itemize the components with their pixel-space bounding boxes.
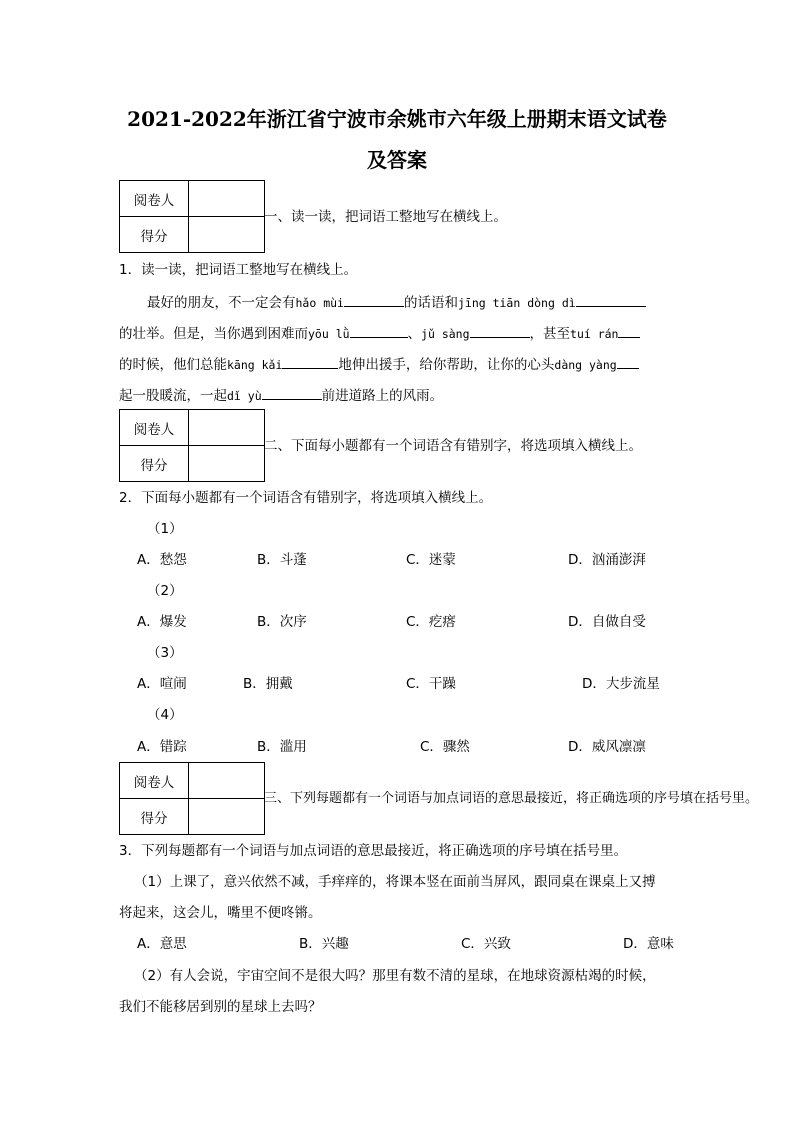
section-1-heading: 一、读一读，把词语工整地写在横线上。 (264, 209, 507, 225)
q2-4-option-a[interactable]: A．错踪 (137, 739, 187, 755)
q3-1-option-d[interactable]: D．意味 (623, 936, 674, 952)
q2-group-2-number: （2） (147, 583, 183, 599)
answer-blank[interactable] (617, 354, 639, 369)
q3-sub1-line2: 将起来，这会儿，嘴里不便咚锵。 (119, 905, 322, 921)
reviewer-cell[interactable] (189, 181, 265, 217)
score-box-1 (119, 180, 263, 250)
pinyin-hint: jǔ sàng (421, 327, 470, 341)
q2-3-option-a[interactable]: A．喧闹 (137, 676, 187, 692)
reviewer-cell[interactable] (189, 763, 265, 799)
q1-paragraph-line1: 最好的朋友，不一定会有hǎo mùi 的话语和jīng tiān dòng dì (147, 292, 646, 312)
score-cell[interactable] (189, 446, 265, 482)
score-label: 得分 (120, 217, 189, 253)
answer-blank[interactable] (618, 323, 640, 338)
answer-blank[interactable] (344, 292, 404, 307)
pinyin-hint: yōu lǜ (308, 327, 350, 341)
reviewer-label: 阅卷人 (120, 181, 189, 217)
answer-blank[interactable] (262, 385, 322, 400)
question-2-title: 2．下面每小题都有一个词语含有错别字，将选项填入横线上。 (119, 490, 493, 506)
q3-1-option-a[interactable]: A．意思 (137, 936, 187, 952)
q3-1-option-b[interactable]: B．兴趣 (299, 936, 349, 952)
answer-blank[interactable] (470, 323, 530, 338)
q3-sub2-line1: （2）有人会说，宇宙空间不是很大吗？那里有数不清的星球，在地球资源枯竭的时候， (134, 968, 656, 984)
q1-paragraph-line4: 起一股暖流，一起dǐ yù 前进道路上的风雨。 (119, 385, 443, 405)
q2-group-1-number: （1） (147, 521, 183, 537)
score-box-3 (119, 762, 263, 832)
q2-2-option-d[interactable]: D．自做自受 (568, 614, 646, 630)
section-3-heading: 三、下列每题都有一个词语与加点词语的意思最接近，将正确选项的序号填在括号里。 (264, 791, 759, 806)
reviewer-label: 阅卷人 (120, 763, 189, 799)
score-cell[interactable] (189, 217, 265, 253)
q2-1-option-a[interactable]: A．愁怨 (137, 552, 187, 568)
q2-1-option-c[interactable]: C．迷蒙 (406, 552, 456, 568)
q3-sub2-line2: 我们不能移居到别的星球上去吗？ (119, 999, 322, 1015)
q2-4-option-b[interactable]: B．滥用 (257, 739, 307, 755)
question-3-title: 3．下列每题都有一个词语与加点词语的意思最接近，将正确选项的序号填在括号里。 (119, 843, 628, 859)
answer-blank[interactable] (576, 292, 646, 307)
answer-blank[interactable] (282, 354, 338, 369)
pinyin-hint: tuí rán (570, 327, 619, 341)
q2-4-option-d[interactable]: D．威风凛凛 (568, 739, 646, 755)
q2-1-option-d[interactable]: D．汹涌澎湃 (568, 552, 646, 568)
reviewer-label: 阅卷人 (120, 410, 189, 446)
score-label: 得分 (120, 799, 189, 835)
page-title-line2: 及答案 (367, 148, 427, 172)
pinyin-hint: kāng kǎi (227, 358, 283, 372)
question-1-title: 1．读一读，把词语工整地写在横线上。 (119, 262, 358, 278)
q1-paragraph-line2: 的壮举。但是，当你遇到困难而yōu lǜ 、jǔ sàng ，甚至tuí rán (119, 323, 640, 343)
q3-1-option-c[interactable]: C．兴致 (461, 936, 511, 952)
score-cell[interactable] (189, 799, 265, 835)
score-box-2 (119, 409, 263, 479)
pinyin-hint: jīng tiān dòng dì (457, 296, 576, 310)
q3-sub1-line1: （1）上课了，意兴依然不减，手痒痒的，将课本竖在面前当屏风，跟同桌在课桌上又搏 (134, 874, 656, 890)
q2-3-option-b[interactable]: B．拥戴 (243, 676, 293, 692)
q2-2-option-b[interactable]: B．次序 (257, 614, 307, 630)
q2-2-option-c[interactable]: C．疙瘩 (406, 614, 456, 630)
q2-group-4-number: （4） (147, 707, 183, 723)
q2-2-option-a[interactable]: A．爆发 (137, 614, 187, 630)
pinyin-hint: hǎo mùi (295, 296, 344, 310)
q2-3-option-c[interactable]: C．干躁 (406, 676, 456, 692)
q2-3-option-d[interactable]: D．大步流星 (582, 676, 660, 692)
pinyin-hint: dàng yàng (554, 358, 617, 372)
score-label: 得分 (120, 446, 189, 482)
reviewer-cell[interactable] (189, 410, 265, 446)
q2-1-option-b[interactable]: B．斗蓬 (257, 552, 307, 568)
answer-blank[interactable] (350, 323, 408, 338)
section-2-heading: 二、下面每小题都有一个词语含有错别字，将选项填入横线上。 (264, 438, 642, 454)
q2-group-3-number: （3） (147, 645, 183, 661)
q2-4-option-c[interactable]: C．骤然 (420, 739, 470, 755)
page-title: 2021-2022年浙江省宁波市余姚市六年级上册期末语文试卷 (127, 107, 667, 131)
q1-paragraph-line3: 的时候，他们总能kāng kǎi 地伸出援手，给你帮助，让你的心头dàng yàng (119, 354, 639, 374)
pinyin-hint: dǐ yù (227, 389, 262, 403)
